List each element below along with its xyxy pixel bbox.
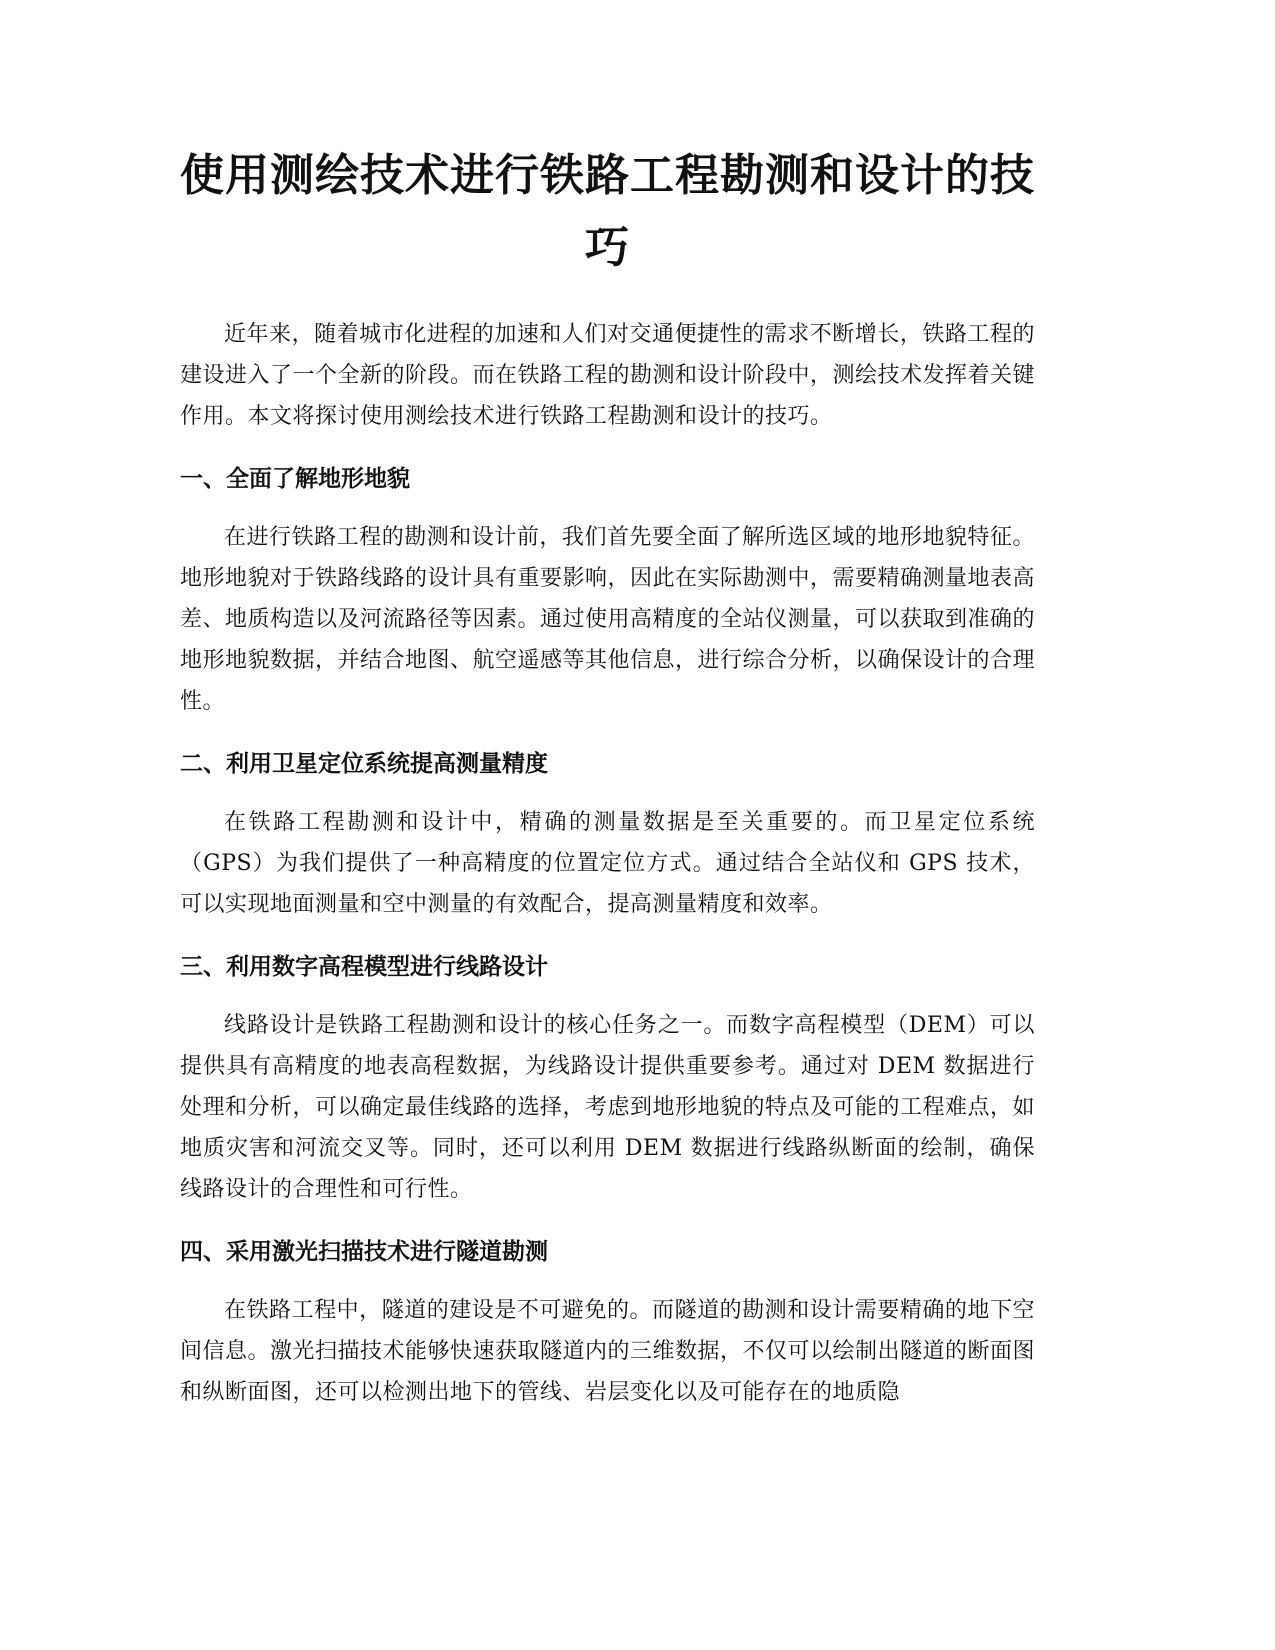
document-page xyxy=(180,140,1035,1413)
intro-paragraph: 近年来，随着城市化进程的加速和人们对交通便捷性的需求不断增长，铁路工程的建设进入了一个全新的阶段。而在铁路工程的勘测和设计阶段中，测绘技术发挥着关键作用。本文将探讨使用测绘技术进行铁路工程勘测和设计的技巧。 xyxy=(180,322,1036,429)
section-heading-4: 四、采用激光扫描技术进行隧道勘测 xyxy=(180,1239,548,1265)
document-title: 使用测绘技术进行铁路工程勘测和设计的技巧 xyxy=(180,150,1035,273)
section-heading-3: 三、利用数字高程模型进行线路设计 xyxy=(180,954,548,980)
section-heading-1: 一、全面了解地形地貌 xyxy=(180,466,410,492)
section-body-4: 在铁路工程中，隧道的建设是不可避免的。而隧道的勘测和设计需要精确的地下空间信息。激光扫描技术能够快速获取隧道内的三维数据，不仅可以绘制出隧道的断面图和纵断面图，还可以检测出地下的管线、岩层变化以及可能存在的地质隐 xyxy=(180,1298,1036,1405)
section-body-3: 线路设计是铁路工程勘测和设计的核心任务之一。而数字高程模型（DEM）可以提供具有高精度的地表高程数据，为线路设计提供重要参考。通过对 DEM 数据进行处理和分析，可以确定最佳线路的选择，考虑到地形地貌的特点及可能的工程难点，如地质灾害和河流交叉等。同时，还可以利用 DEM 数据进行线路纵断面的绘制，确保线路设计的合理性和可行性。 xyxy=(180,1013,1036,1202)
section-body-1: 在进行铁路工程的勘测和设计前，我们首先要全面了解所选区域的地形地貌特征。地形地貌对于铁路线路的设计具有重要影响，因此在实际勘测中，需要精确测量地表高差、地质构造以及河流路径等因素。通过使用高精度的全站仪测量，可以获取到准确的地形地貌数据，并结合地图、航空遥感等其他信息，进行综合分析，以确保设计的合理性。 xyxy=(180,525,1036,714)
section-body-2: 在铁路工程勘测和设计中，精确的测量数据是至关重要的。而卫星定位系统（GPS）为我们提供了一种高精度的位置定位方式。通过结合全站仪和 GPS 技术，可以实现地面测量和空中测量的有效配合，提高测量精度和效率。 xyxy=(180,810,1035,917)
section-heading-2: 二、利用卫星定位系统提高测量精度 xyxy=(180,751,548,777)
